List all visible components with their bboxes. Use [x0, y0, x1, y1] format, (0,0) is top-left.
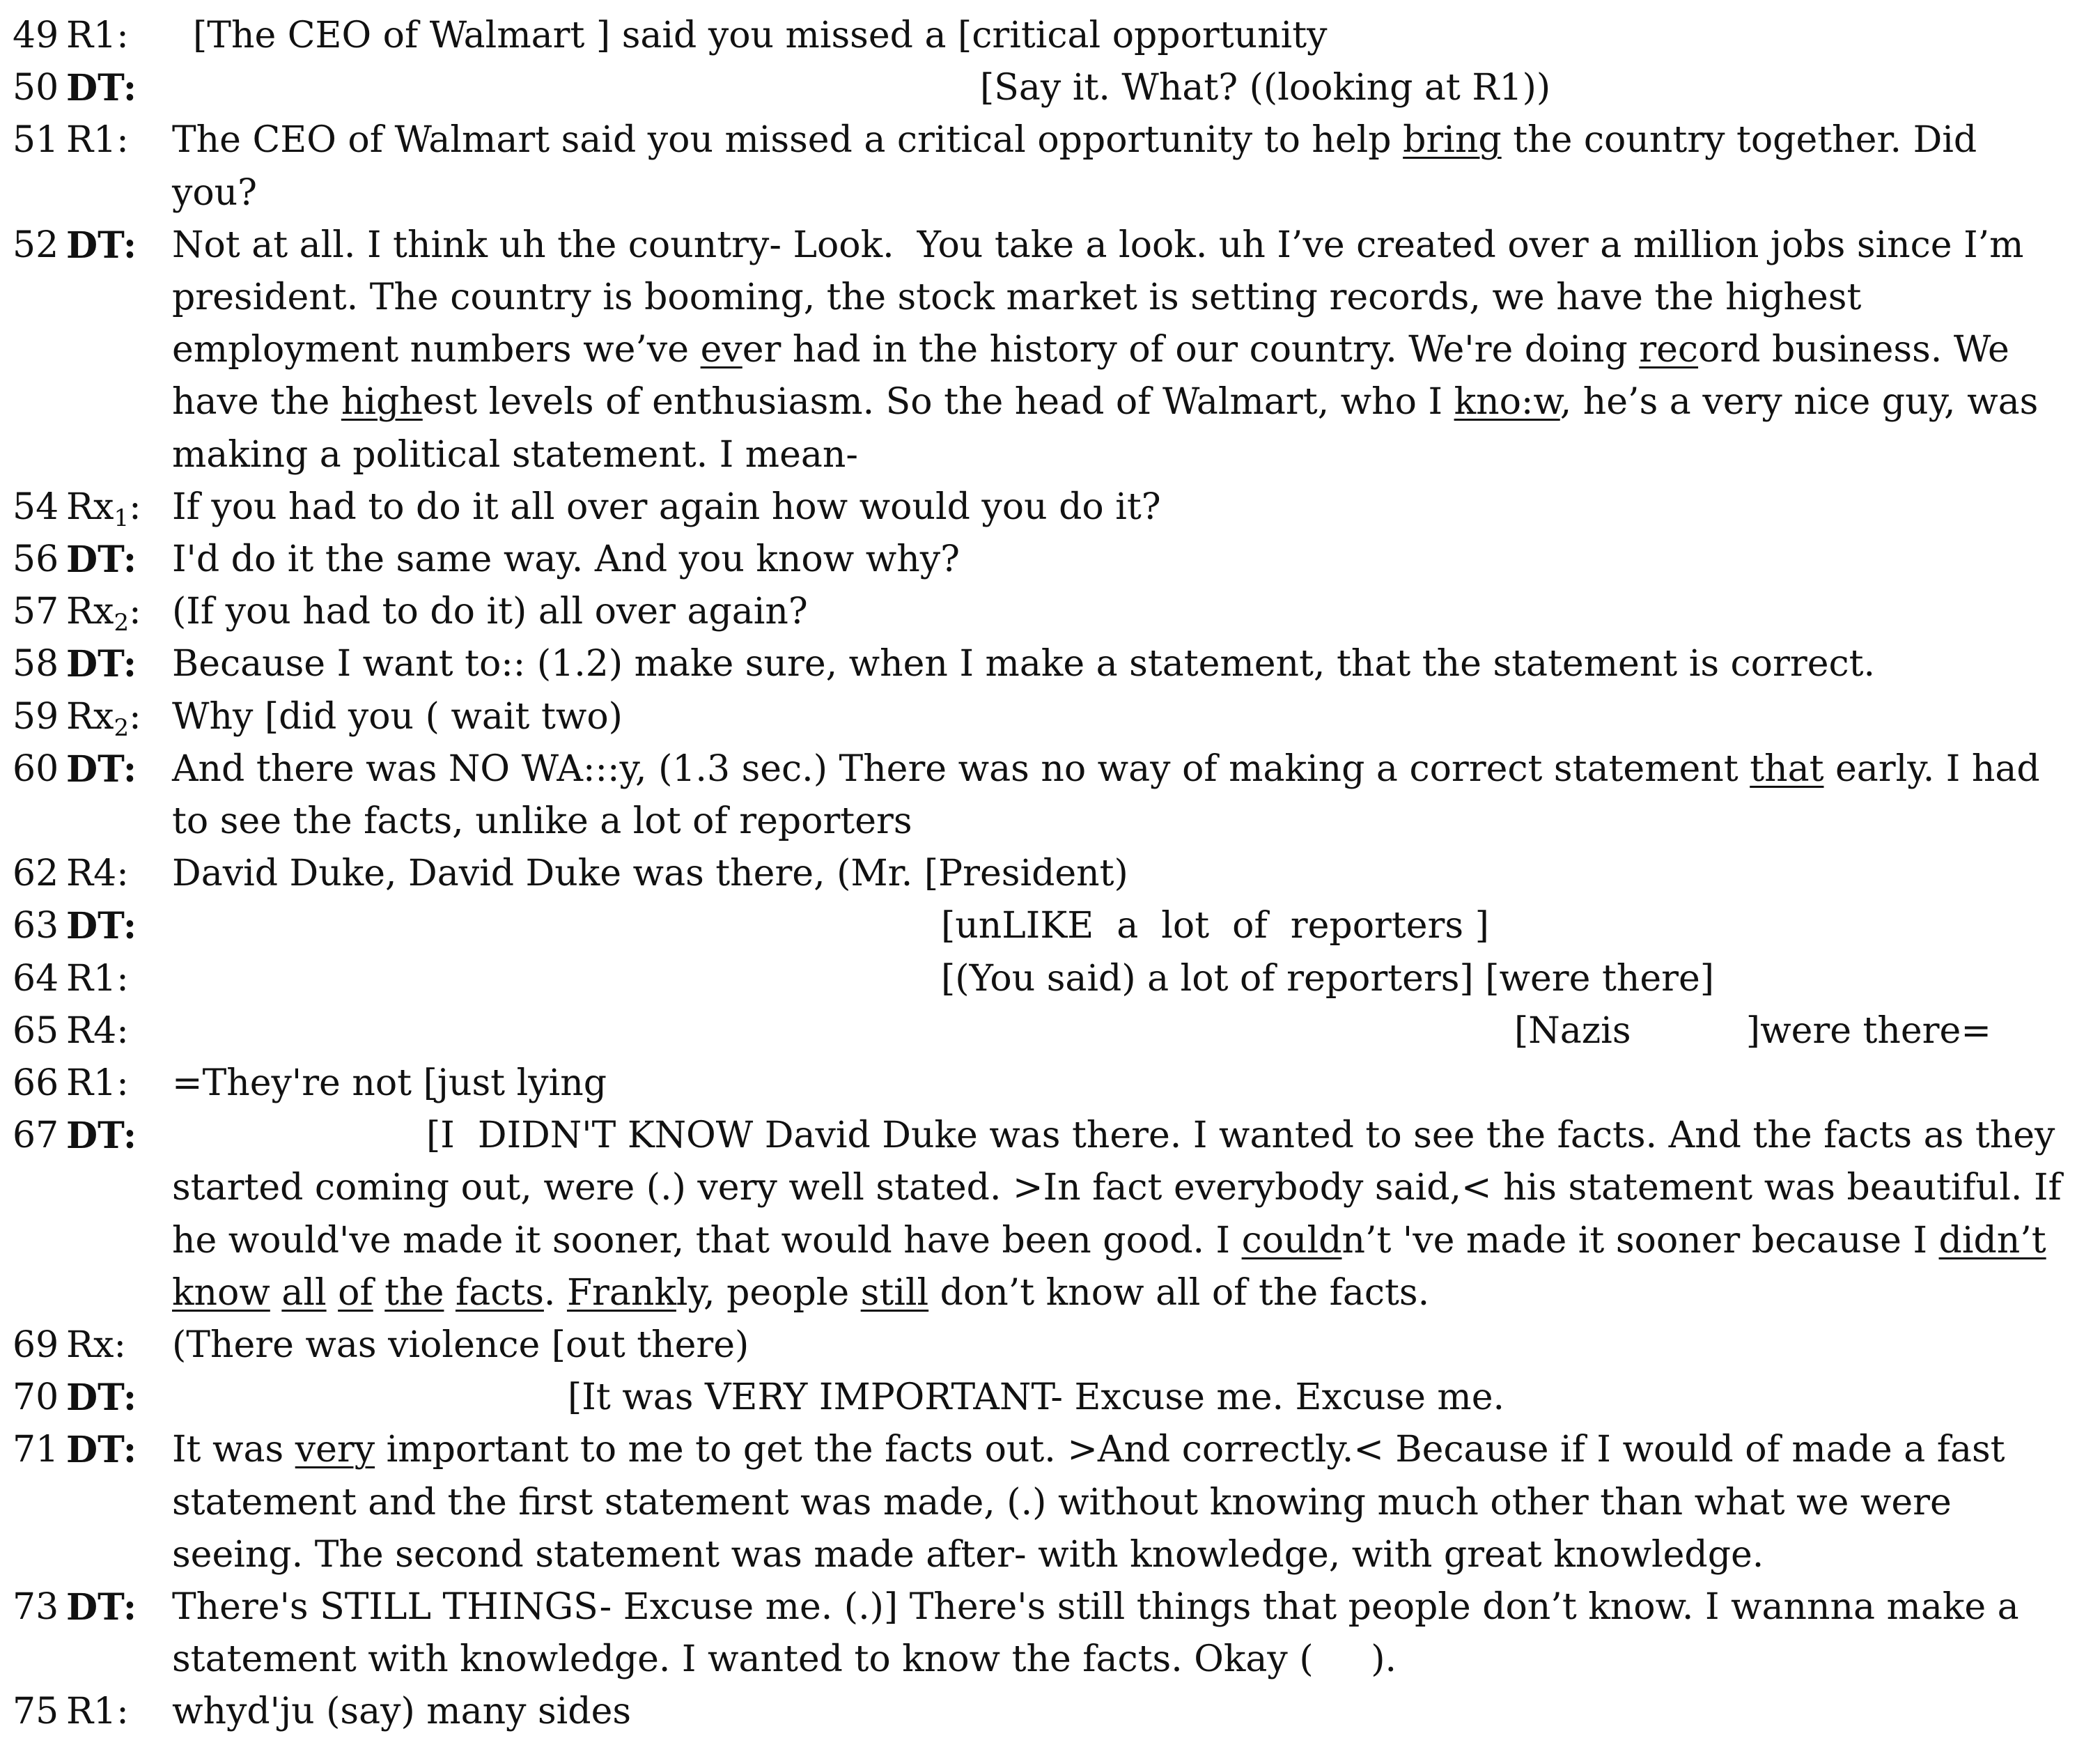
- utterance-text: [941, 900, 1489, 952]
- utterance-text: [172, 481, 1161, 534]
- text-segment: started coming out, were (.) very well stated. >In fact everybody said,< his statement was beautiful. If: [172, 1167, 2062, 1209]
- speaker-label: [66, 1372, 137, 1425]
- speaker-label: [66, 953, 129, 1005]
- speaker-name: DT:: [66, 538, 137, 581]
- text-segment: [Say it. What? ((looking at R1)): [980, 67, 1551, 109]
- transcript-line: [0, 743, 2100, 796]
- utterance-text: [172, 1529, 1764, 1581]
- utterance-text: [193, 10, 1328, 62]
- transcript-line: [0, 219, 2100, 272]
- text-segment: statement with knowledge. I wanted to know the facts. Okay ( ).: [172, 1638, 1397, 1681]
- text-segment: n’t 've made it sooner because I: [1341, 1219, 1939, 1262]
- utterance-text: [172, 1634, 1397, 1686]
- speaker-name: R1:: [66, 957, 129, 1000]
- text-segment: [270, 1272, 282, 1314]
- line-number: 54: [13, 486, 59, 528]
- text-segment: don’t know all of the facts.: [928, 1271, 1430, 1314]
- speaker-name: R1:: [66, 1062, 129, 1104]
- utterance-text: [172, 534, 960, 586]
- speaker-label: [66, 62, 137, 115]
- transcript-line: [0, 900, 2100, 952]
- utterance-text: [172, 691, 623, 743]
- transcript-line: [0, 586, 2100, 638]
- underlined-segment: rec: [1639, 329, 1699, 371]
- utterance-text: [172, 1267, 1429, 1319]
- line-number: 67: [13, 1115, 59, 1157]
- utterance-text: [172, 219, 2023, 272]
- speaker-name: Rx: [66, 695, 114, 738]
- speaker-subscript: 2: [114, 609, 130, 637]
- text-segment: =They're not [just lying: [172, 1062, 607, 1104]
- speaker-name: R4:: [66, 1009, 129, 1052]
- speaker-label: $Rx_2$:: [66, 695, 141, 742]
- utterance-text: [172, 1424, 2005, 1476]
- transcript-line: [0, 1686, 2100, 1738]
- line-number: 62: [13, 853, 59, 895]
- speaker-label: [66, 219, 137, 272]
- speaker-name: R4:: [66, 853, 129, 895]
- line-number: 59: [13, 695, 59, 738]
- speaker-label: [66, 1424, 137, 1477]
- speaker-label: [66, 10, 129, 62]
- speaker-name: R1:: [66, 119, 129, 162]
- utterance-text: [172, 848, 1128, 900]
- utterance-text: [172, 429, 858, 481]
- speaker-label: [66, 114, 129, 166]
- utterance-text: [172, 324, 2009, 376]
- speaker-label: [66, 1581, 137, 1634]
- text-segment: And there was NO WA:::y, (1.3 sec.) There was no way of making a correct statement: [172, 747, 1750, 790]
- speaker-name: DT:: [66, 905, 137, 948]
- transcript-line: [0, 1005, 2100, 1057]
- speaker-name: DT:: [66, 1376, 137, 1420]
- speaker-name: DT:: [66, 1429, 137, 1472]
- speaker-name: DT:: [66, 224, 137, 267]
- speaker-name: R1:: [66, 15, 129, 56]
- line-number: 60: [13, 747, 59, 790]
- speaker-subscript: 1: [114, 504, 130, 532]
- underlined-segment: high: [341, 381, 423, 424]
- transcript-line: [0, 1110, 2100, 1162]
- speaker-name: DT:: [66, 643, 137, 686]
- text-segment: [(You said) a lot of reporters] [were there]: [941, 957, 1715, 1000]
- line-number: 50: [13, 67, 59, 109]
- transcript-line: [0, 272, 2100, 324]
- text-segment: early. I had: [1823, 747, 2040, 790]
- text-segment: er had in the history of our country. We're doing: [742, 329, 1640, 371]
- text-segment: [Nazis ]were there=: [1514, 1009, 1991, 1052]
- text-segment: he would've made it sooner, that would have been good. I: [172, 1219, 1242, 1262]
- utterance-text: [172, 1581, 2019, 1634]
- utterance-text: [172, 1057, 607, 1110]
- underlined-segment: Frank: [566, 1271, 676, 1314]
- utterance-text: [426, 1110, 2055, 1162]
- transcript-line: [0, 114, 2100, 166]
- transcript-line: [0, 1215, 2100, 1267]
- speaker-name: DT:: [66, 1115, 137, 1158]
- utterance-text: [941, 953, 1714, 1005]
- line-number: 57: [13, 591, 59, 633]
- text-segment: Not at all. I think uh the country- Look. You take a look. uh I’ve created over a million jobs since I’m: [172, 224, 2024, 266]
- transcript-line: [0, 953, 2100, 1005]
- text-segment: ly, people: [676, 1271, 861, 1314]
- transcript-line: [0, 1372, 2100, 1424]
- utterance-text: [172, 1477, 1952, 1529]
- transcript-line: [0, 167, 2100, 219]
- text-segment: [327, 1272, 339, 1314]
- line-number: 66: [13, 1062, 59, 1104]
- transcript-line: [0, 429, 2100, 481]
- line-number: 63: [13, 905, 59, 947]
- utterance-text: [172, 114, 1977, 166]
- transcript-line: [0, 1634, 2100, 1686]
- speaker-name: DT:: [66, 67, 137, 110]
- speaker-subscript: 2: [114, 713, 130, 742]
- speaker-label: [66, 1057, 129, 1110]
- transcript-line: [0, 10, 2100, 62]
- line-number: 75: [13, 1691, 59, 1733]
- underlined-segment: the: [384, 1271, 444, 1314]
- text-segment: [It was VERY IMPORTANT- Excuse me. Excuse me.: [568, 1376, 1505, 1419]
- transcript-line: [0, 1529, 2100, 1581]
- line-number: 52: [13, 224, 59, 266]
- speaker-name: DT:: [66, 747, 137, 791]
- underlined-segment: facts: [455, 1271, 544, 1314]
- text-segment: president. The country is booming, the stock market is setting records, we have the highest: [172, 277, 1862, 318]
- text-segment: important to me to get the facts out. >And correctly.< Because if I would of made a fast: [375, 1429, 2005, 1471]
- underlined-segment: didn’t: [1938, 1219, 2046, 1262]
- speaker-name: Rx: [66, 591, 114, 633]
- transcript-line: [0, 1267, 2100, 1319]
- line-number: 65: [13, 1009, 59, 1052]
- transcript-line: [0, 324, 2100, 376]
- utterance-text: [172, 743, 2040, 796]
- transcript-line: [0, 62, 2100, 114]
- underlined-segment: know: [172, 1271, 270, 1314]
- utterance-text: [172, 1319, 749, 1372]
- text-segment: David Duke, David Duke was there, (Mr. [President): [172, 853, 1128, 895]
- text-segment: est levels of enthusiasm. So the head of Walmart, who I: [422, 381, 1454, 424]
- text-segment: The CEO of Walmart said you missed a critical opportunity to help: [172, 119, 1403, 162]
- utterance-text: [172, 167, 257, 219]
- text-segment: [The CEO of Walmart ] said you missed a [critical opportunity: [193, 15, 1328, 56]
- text-segment: statement and the first statement was made, (.) without knowing much other than what we were: [172, 1481, 1952, 1523]
- text-segment: It was: [172, 1429, 295, 1471]
- text-segment: Why [did you ( wait two): [172, 695, 623, 738]
- transcript-line: [0, 1477, 2100, 1529]
- transcript-line: [0, 1581, 2100, 1634]
- speaker-label: $Rx_2$:: [66, 591, 141, 637]
- text-segment: employment numbers we’ve: [172, 329, 701, 371]
- speaker-label: [66, 1110, 137, 1163]
- text-segment: [I DIDN'T KNOW David Duke was there. I wanted to see the facts. And the facts as they: [426, 1115, 2055, 1157]
- utterance-text: [172, 272, 1861, 324]
- text-segment: , he’s a very nice guy, was: [1560, 381, 2039, 424]
- speaker-name: R1:: [66, 1691, 129, 1733]
- text-segment: .: [543, 1271, 567, 1314]
- transcript-line: [0, 1057, 2100, 1110]
- text-segment: I'd do it the same way. And you know why?: [172, 538, 960, 580]
- speaker-label: [66, 743, 137, 796]
- utterance-text: [568, 1372, 1504, 1424]
- transcript-line: [0, 1424, 2100, 1476]
- line-number: 58: [13, 643, 59, 685]
- text-segment: (If you had to do it) all over again?: [172, 591, 808, 633]
- utterance-text: [172, 638, 1875, 690]
- transcript-line: [0, 1162, 2100, 1214]
- text-segment: ord business. We: [1698, 329, 2009, 371]
- text-segment: seeing. The second statement was made after- with knowledge, with great knowledge.: [172, 1533, 1764, 1576]
- speaker-label: [66, 1005, 129, 1057]
- speaker-label: [66, 848, 129, 900]
- transcript-line: [0, 534, 2100, 586]
- text-segment: the country together. Did: [1501, 119, 1977, 162]
- text-segment: [373, 1272, 385, 1314]
- underlined-segment: could: [1241, 1219, 1342, 1262]
- underlined-segment: that: [1750, 747, 1824, 790]
- text-segment: There's STILL THINGS- Excuse me. (.)] There's still things that people don’t know. I wannna make a: [172, 1586, 2019, 1628]
- text-segment: whyd'ju (say) many sides: [172, 1691, 632, 1733]
- underlined-segment: of: [338, 1271, 373, 1314]
- transcript-line: [0, 691, 2100, 743]
- speaker-label: [66, 900, 137, 953]
- speaker-name: DT:: [66, 1586, 137, 1629]
- line-number: 51: [13, 119, 59, 162]
- speaker-name: Rx: [66, 486, 114, 528]
- underlined-segment: still: [860, 1271, 929, 1314]
- underlined-segment: all: [281, 1271, 327, 1314]
- text-segment: to see the facts, unlike a lot of reporters: [172, 800, 912, 842]
- transcript-line: [0, 848, 2100, 900]
- speaker-label: [66, 1686, 129, 1738]
- utterance-text: [172, 376, 2038, 428]
- speaker-label: $Rx_1$:: [66, 486, 141, 532]
- utterance-text: [1514, 1005, 1991, 1057]
- underlined-segment: bring: [1403, 119, 1502, 162]
- line-number: 70: [13, 1376, 59, 1419]
- text-segment: you?: [172, 171, 258, 214]
- utterance-text: [172, 1162, 2062, 1214]
- text-segment: have the: [172, 381, 341, 424]
- speaker-label: [66, 534, 137, 587]
- transcript-line: [0, 1319, 2100, 1372]
- utterance-text: [172, 586, 808, 638]
- text-segment: [unLIKE a lot of reporters ]: [941, 905, 1489, 947]
- speaker-label: [66, 1319, 126, 1372]
- line-number: 71: [13, 1429, 59, 1471]
- underlined-segment: very: [295, 1429, 375, 1471]
- underlined-segment: kno:w: [1454, 381, 1560, 424]
- text-segment: [444, 1272, 456, 1314]
- transcript-line: [0, 638, 2100, 690]
- line-number: 56: [13, 538, 59, 580]
- line-number: 69: [13, 1324, 59, 1366]
- speaker-label: [66, 638, 137, 691]
- speaker-name: Rx:: [66, 1324, 126, 1366]
- line-number: 49: [13, 15, 59, 56]
- text-segment: If you had to do it all over again how would you do it?: [172, 486, 1161, 528]
- utterance-text: [980, 62, 1550, 114]
- text-segment: Because I want to:: (1.2) make sure, when I make a statement, that the statement is correct.: [172, 643, 1876, 685]
- transcript-line: [0, 481, 2100, 534]
- utterance-text: [172, 1686, 631, 1738]
- underlined-segment: ev: [700, 329, 742, 371]
- transcript-line: [0, 796, 2100, 848]
- utterance-text: [172, 796, 912, 848]
- line-number: 64: [13, 957, 59, 1000]
- text-segment: (There was violence [out there): [172, 1324, 749, 1366]
- utterance-text: [172, 1215, 2046, 1267]
- transcript-line: [0, 376, 2100, 428]
- text-segment: making a political statement. I mean-: [172, 433, 858, 476]
- line-number: 73: [13, 1586, 59, 1628]
